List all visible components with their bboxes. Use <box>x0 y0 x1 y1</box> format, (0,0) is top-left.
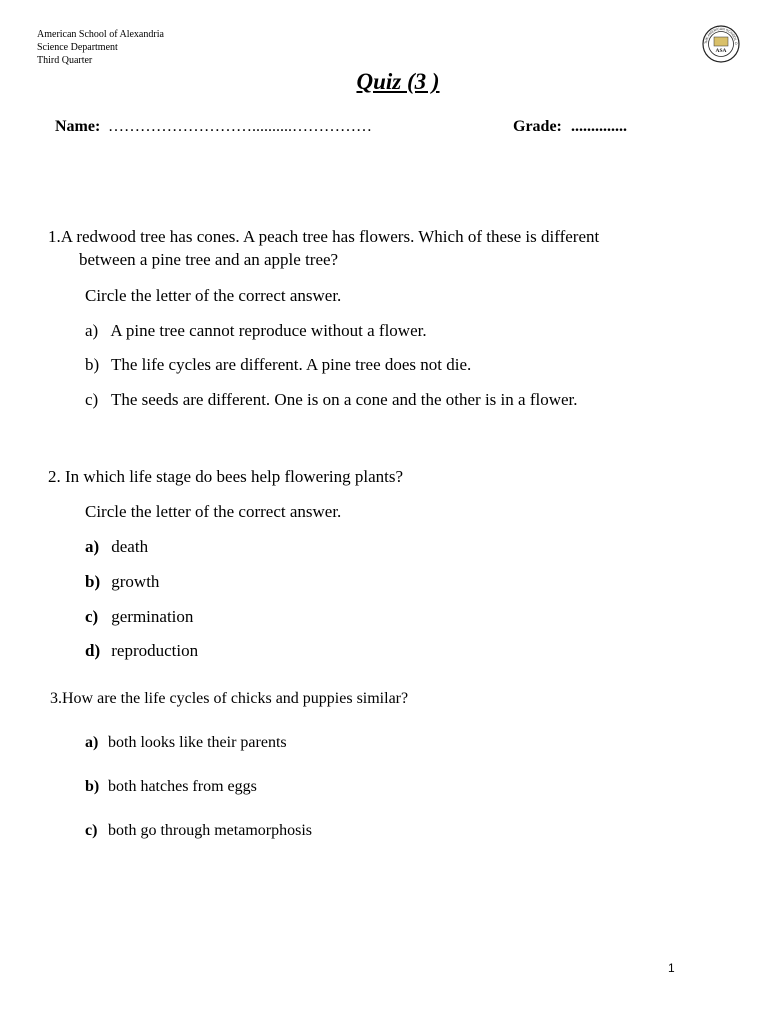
option-text: both go through metamorphosis <box>108 822 312 839</box>
option-letter: d) <box>85 641 101 660</box>
logo-ring-text: THE AMERICAN SCHOOL O <box>703 26 739 45</box>
logo-text: ASA <box>715 48 727 54</box>
question-3-option-b <box>85 778 257 796</box>
question-1-option-b <box>85 355 471 375</box>
question-1-option-c <box>85 390 578 410</box>
option-letter: c) <box>85 822 98 839</box>
grade-blank: .............. <box>571 118 627 135</box>
option-letter: b) <box>85 778 100 795</box>
option-letter: c) <box>85 607 99 626</box>
option-text: The life cycles are different. A pine tree does not die. <box>110 355 472 374</box>
page-number: 1 <box>668 961 675 975</box>
option-letter: c) <box>85 390 99 409</box>
quiz-title: Quiz (3 ) <box>356 69 440 94</box>
question-3-stem: 3.How are the life cycles of chicks and puppies similar? <box>50 690 409 707</box>
grade-label: Grade: <box>513 118 562 135</box>
school-logo <box>702 25 740 63</box>
question-2-option-a <box>85 537 148 557</box>
question-3-option-c <box>85 822 312 840</box>
school-name: American School of Alexandria <box>37 29 164 40</box>
question-1-option-a <box>85 321 427 341</box>
option-text: reproduction <box>111 641 199 660</box>
question-1-stem: 1.A redwood tree has cones. A peach tree has flowers. Which of these is different <box>48 227 600 246</box>
option-text: death <box>111 537 149 556</box>
option-letter: a) <box>85 321 99 340</box>
question-2-option-c <box>85 607 193 627</box>
option-letter: a) <box>85 734 99 751</box>
name-blank: ………………………..........…………… <box>108 118 372 135</box>
option-text: The seeds are different. One is on a cone and the other is in a flower. <box>110 390 578 409</box>
question-2-stem: 2. In which life stage do bees help flowering plants? <box>48 467 404 486</box>
quarter-label: Third Quarter <box>37 55 93 66</box>
question-2-option-d <box>85 641 198 661</box>
option-letter: a) <box>85 537 100 556</box>
option-text: growth <box>111 572 160 591</box>
department-name: Science Department <box>37 42 118 53</box>
option-letter: b) <box>85 572 101 591</box>
question-2-instruction: Circle the letter of the correct answer. <box>85 502 342 521</box>
option-letter: b) <box>85 355 100 374</box>
question-1-instruction: Circle the letter of the correct answer. <box>85 286 342 305</box>
option-text: both hatches from eggs <box>108 778 257 795</box>
question-2-option-b <box>85 572 159 592</box>
question-1-stem-continued: between a pine tree and an apple tree? <box>79 250 339 269</box>
option-text: A pine tree cannot reproduce without a flower. <box>110 321 427 340</box>
name-label: Name: <box>55 118 101 135</box>
option-text: germination <box>111 607 194 626</box>
question-3-option-a <box>85 734 287 752</box>
option-text: both looks like their parents <box>108 734 287 751</box>
